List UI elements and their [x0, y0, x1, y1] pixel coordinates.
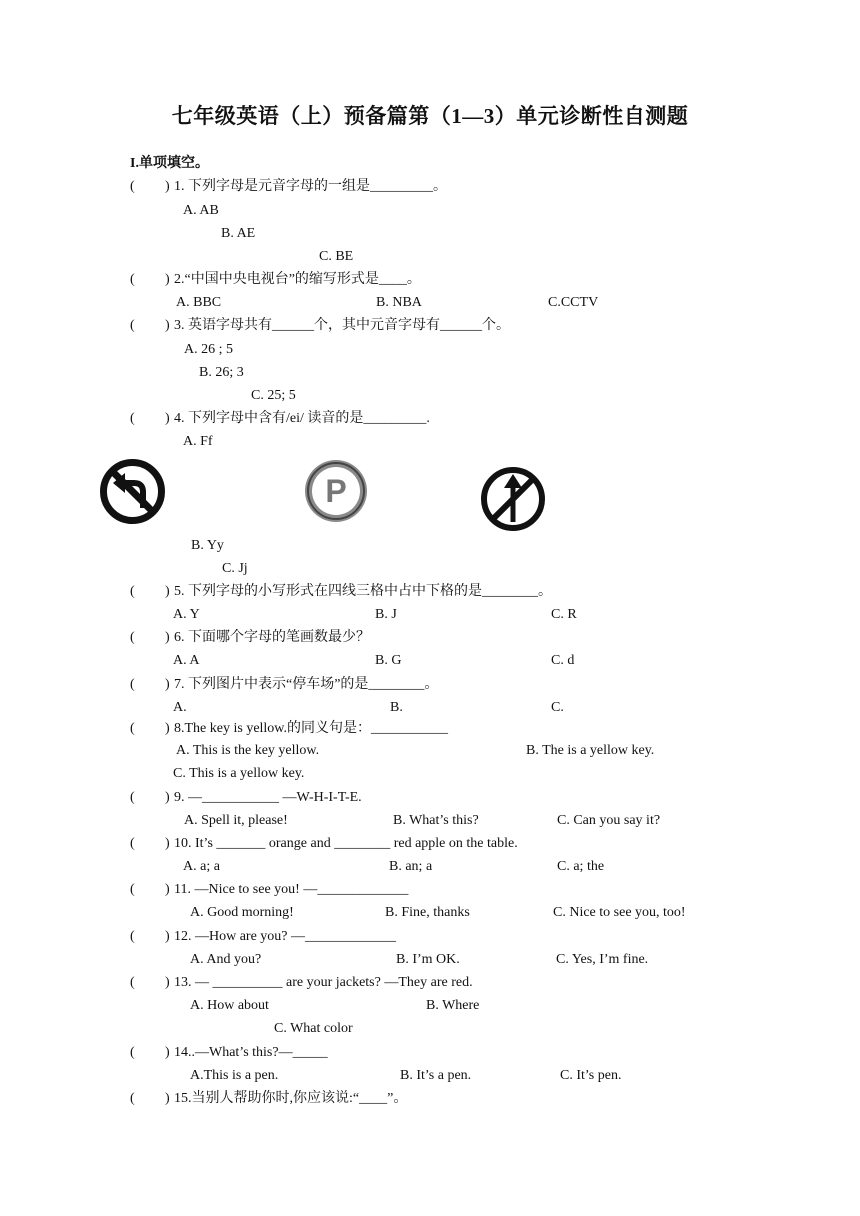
option-a: A. 26 ; 5 — [184, 342, 233, 357]
option-b: B. What’s this? — [393, 813, 479, 828]
answer-bracket-close: ) — [165, 882, 170, 897]
question-stem: 13. — __________ are your jackets? —They are red. — [174, 975, 473, 990]
option-c: C. Jj — [222, 561, 248, 576]
answer-bracket-close: ) — [165, 411, 170, 426]
option-a: A. Good morning! — [190, 905, 294, 920]
option-c: C. R — [551, 607, 577, 622]
option-a: A.This is a pen. — [190, 1068, 279, 1083]
option-a: A. A — [173, 653, 200, 668]
answer-bracket-open: ( — [130, 1091, 135, 1106]
option-c: C. 25; 5 — [251, 388, 296, 403]
option-b: B. It’s a pen. — [400, 1068, 472, 1083]
answer-bracket-close: ) — [165, 836, 170, 851]
answer-bracket-close: ) — [165, 677, 170, 692]
question-stem: 7. 下列图片中表示“停车场”的是________。 — [174, 677, 439, 692]
question-stem: 5. 下列字母的小写形式在四线三格中占中下格的是________。 — [174, 584, 552, 599]
answer-bracket-close: ) — [165, 1045, 170, 1060]
page-title: 七年级英语（上）预备篇第（1—3）单元诊断性自测题 — [171, 104, 689, 128]
option-c: C. This is a yellow key. — [173, 766, 305, 781]
question-stem: 4. 下列字母中含有/ei/ 读音的是_________. — [174, 411, 430, 426]
question-stem: 9. —___________ —W-H-I-T-E. — [174, 790, 362, 805]
no-straight-ahead-sign-icon — [480, 466, 546, 532]
answer-bracket-open: ( — [130, 677, 135, 692]
option-c: C.CCTV — [548, 295, 599, 310]
option-b: B. Fine, thanks — [385, 905, 470, 920]
option-b: B. NBA — [376, 295, 422, 310]
answer-bracket-close: ) — [165, 179, 170, 194]
answer-bracket-close: ) — [165, 975, 170, 990]
question-stem: 3. 英语字母共有______个，其中元音字母有______个。 — [174, 318, 510, 333]
answer-bracket-open: ( — [130, 882, 135, 897]
option-c: C. — [551, 700, 564, 715]
answer-bracket-close: ) — [165, 721, 170, 736]
answer-bracket-open: ( — [130, 272, 135, 287]
option-c: C. a; the — [557, 859, 605, 874]
answer-bracket-close: ) — [165, 630, 170, 645]
question-stem: 6. 下面哪个字母的笔画数最少？ — [174, 630, 370, 645]
answer-bracket-close: ) — [165, 1091, 170, 1106]
option-a: A. This is the key yellow. — [176, 743, 320, 758]
parking-sign-icon — [303, 458, 369, 524]
question-stem: 15.当别人帮助你时,你应该说:“____”。 — [174, 1091, 408, 1106]
question-stem: 2.“中国中央电视台”的缩写形式是____。 — [174, 272, 421, 287]
question-stem: 12. —How are you? —_____________ — [174, 929, 397, 944]
option-a: A. How about — [190, 998, 269, 1013]
option-b: B. — [390, 700, 403, 715]
option-c: C. Yes, I’m fine. — [556, 952, 649, 967]
option-c: C. It’s pen. — [560, 1068, 622, 1083]
answer-bracket-open: ( — [130, 584, 135, 599]
section-heading: I.单项填空。 — [130, 156, 209, 171]
option-a: A. BBC — [176, 295, 222, 310]
option-a: A. Y — [173, 607, 200, 622]
answer-bracket-close: ) — [165, 929, 170, 944]
option-a: A. AB — [183, 203, 219, 218]
answer-bracket-close: ) — [165, 790, 170, 805]
option-a: A. Ff — [183, 434, 213, 449]
answer-bracket-close: ) — [165, 584, 170, 599]
option-c: C. d — [551, 653, 575, 668]
question-stem: 1. 下列字母是元音字母的一组是_________。 — [174, 179, 447, 194]
option-b: B. G — [375, 653, 402, 668]
option-b: B. The is a yellow key. — [526, 743, 655, 758]
answer-bracket-open: ( — [130, 630, 135, 645]
option-b: B. AE — [221, 226, 256, 241]
answer-bracket-open: ( — [130, 318, 135, 333]
answer-bracket-open: ( — [130, 929, 135, 944]
answer-bracket-open: ( — [130, 975, 135, 990]
question-stem: 10. It’s _______ orange and ________ red apple on the table. — [174, 836, 518, 851]
option-a: A. Spell it, please! — [184, 813, 288, 828]
parking-letter: P — [325, 473, 347, 509]
answer-bracket-open: ( — [130, 179, 135, 194]
answer-bracket-open: ( — [130, 1045, 135, 1060]
option-c: C. BE — [319, 249, 354, 264]
answer-bracket-open: ( — [130, 836, 135, 851]
question-stem: 11. —Nice to see you! —_____________ — [174, 882, 409, 897]
option-b: B. Where — [426, 998, 480, 1013]
answer-bracket-close: ) — [165, 272, 170, 287]
answer-bracket-close: ) — [165, 318, 170, 333]
question-stem: 14..—What’s this?—_____ — [174, 1045, 328, 1060]
option-b: B. an; a — [389, 859, 433, 874]
option-b: B. 26; 3 — [199, 365, 244, 380]
option-a: A. — [173, 700, 187, 715]
answer-bracket-open: ( — [130, 721, 135, 736]
answer-bracket-open: ( — [130, 790, 135, 805]
option-c: C. What color — [274, 1021, 353, 1036]
option-b: B. I’m OK. — [396, 952, 460, 967]
question-stem: 8.The key is yellow.的同义句是：___________ — [174, 721, 449, 736]
option-a: A. And you? — [190, 952, 262, 967]
option-c: C. Can you say it? — [557, 813, 661, 828]
no-left-turn-sign-icon — [99, 458, 166, 525]
option-a: A. a; a — [183, 859, 220, 874]
option-b: B. Yy — [191, 538, 224, 553]
option-c: C. Nice to see you, too! — [553, 905, 686, 920]
answer-bracket-open: ( — [130, 411, 135, 426]
option-b: B. J — [375, 607, 397, 622]
